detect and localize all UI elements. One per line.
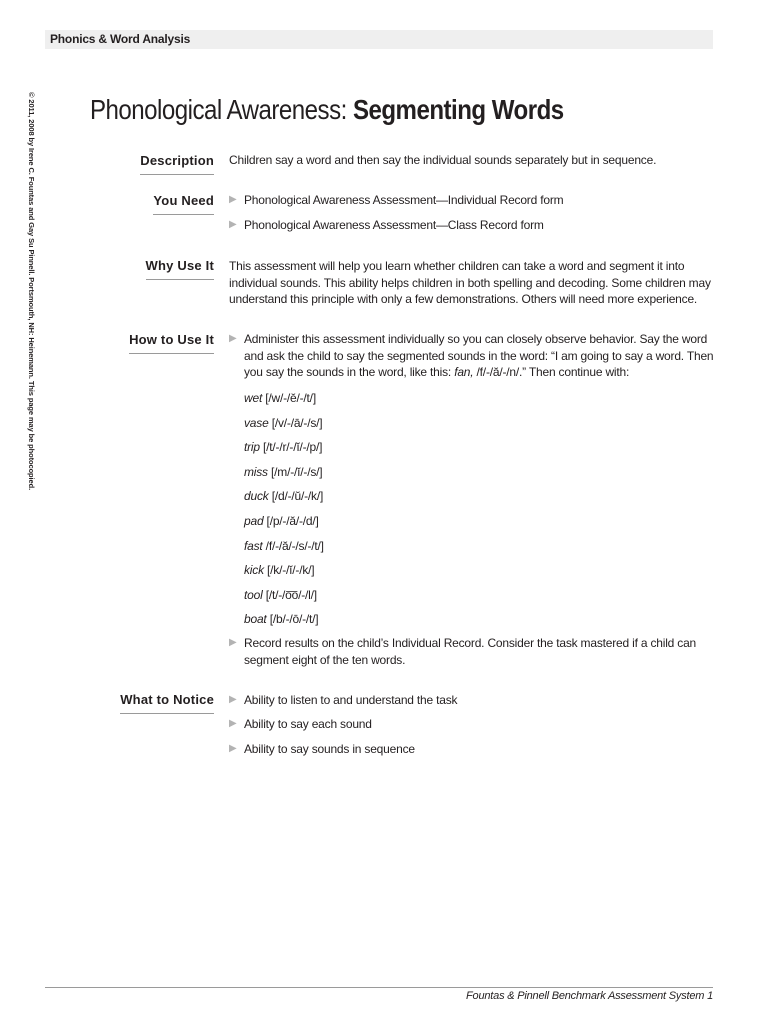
- section-header: Phonics & Word Analysis: [50, 32, 191, 46]
- how-to-use-it-label: How to Use It: [129, 332, 214, 354]
- why-use-it-label: Why Use It: [146, 258, 214, 280]
- notice-item: ▶ Ability to say sounds in sequence: [229, 742, 415, 756]
- word-item: boat [/b/-/ō/-/t/]: [244, 612, 319, 626]
- bullet-arrow-icon: ▶: [229, 637, 237, 648]
- bullet-arrow-icon: ▶: [229, 718, 237, 729]
- word-item: duck [/d/-/ŭ/-/k/]: [244, 489, 324, 503]
- word-item: miss [/m/-/ĭ/-/s/]: [244, 465, 323, 479]
- you-need-item: ▶ Phonological Awareness Assessment—Individual Record form: [229, 193, 564, 207]
- you-need-item: ▶ Phonological Awareness Assessment—Class Record form: [229, 218, 544, 232]
- word-item: tool [/t/-/o͞o/-/l/]: [244, 588, 317, 602]
- why-use-it-text: This assessment will help you learn whether children can take a word and segment it into individual sounds. This ability helps children in both spelling and decoding. Some children may understand this principle with only a few demonstrations. Others will need more experience.: [229, 259, 711, 306]
- word-item: trip [/t/-/r/-/ĭ/-/p/]: [244, 440, 323, 454]
- notice-item: ▶ Ability to say each sound: [229, 717, 372, 731]
- you-need-label: You Need: [153, 193, 214, 215]
- bullet-arrow-icon: ▶: [229, 694, 237, 705]
- title-bold: Segmenting Words: [352, 94, 564, 125]
- word-item: vase [/v/-/ā/-/s/]: [244, 416, 323, 430]
- description-text: Children say a word and then say the individual sounds separately but in sequence.: [229, 153, 657, 167]
- header-bar: [45, 30, 713, 49]
- footer-text: Fountas & Pinnell Benchmark Assessment System 1: [466, 990, 713, 1002]
- footer-divider: [45, 987, 713, 988]
- description-label: Description: [140, 153, 214, 175]
- bullet-arrow-icon: ▶: [229, 333, 237, 344]
- word-item: fast /f/-/ă/-/s/-/t/]: [244, 539, 324, 553]
- bullet-arrow-icon: ▶: [229, 743, 237, 754]
- notice-item: ▶ Ability to listen to and understand the task: [229, 693, 458, 707]
- record-instruction: ▶ Record results on the child’s Individual Record. Consider the task mastered if a child can segment eight of the ten words.: [229, 636, 697, 667]
- bullet-arrow-icon: ▶: [229, 194, 237, 205]
- example-word: fan,: [454, 365, 474, 379]
- word-item: wet [/w/-/ĕ/-/t/]: [244, 391, 316, 405]
- page-title: [90, 94, 564, 126]
- word-item: kick [/k/-/ĭ/-/k/]: [244, 563, 315, 577]
- what-to-notice-label: What to Notice: [120, 692, 214, 714]
- bullet-arrow-icon: ▶: [229, 219, 237, 230]
- title-regular: Phonological Awareness:: [90, 94, 353, 125]
- how-to-use-intro: ▶ Administer this assessment individually so you can closely observe behavior. Say the word and ask the child to say the segmented sounds in the word: “I am going to say a word. Then you say the sounds in the word, like this: fan, /f/-/ă/-/n/.” Then continue with:: [229, 332, 714, 379]
- copyright-notice: © 2011, 2008 by Irene C. Fountas and Gay Su Pinnell. Portsmouth, NH: Heinemann. This page may be photocopied.: [27, 92, 36, 491]
- word-item: pad [/p/-/ă/-/d/]: [244, 514, 319, 528]
